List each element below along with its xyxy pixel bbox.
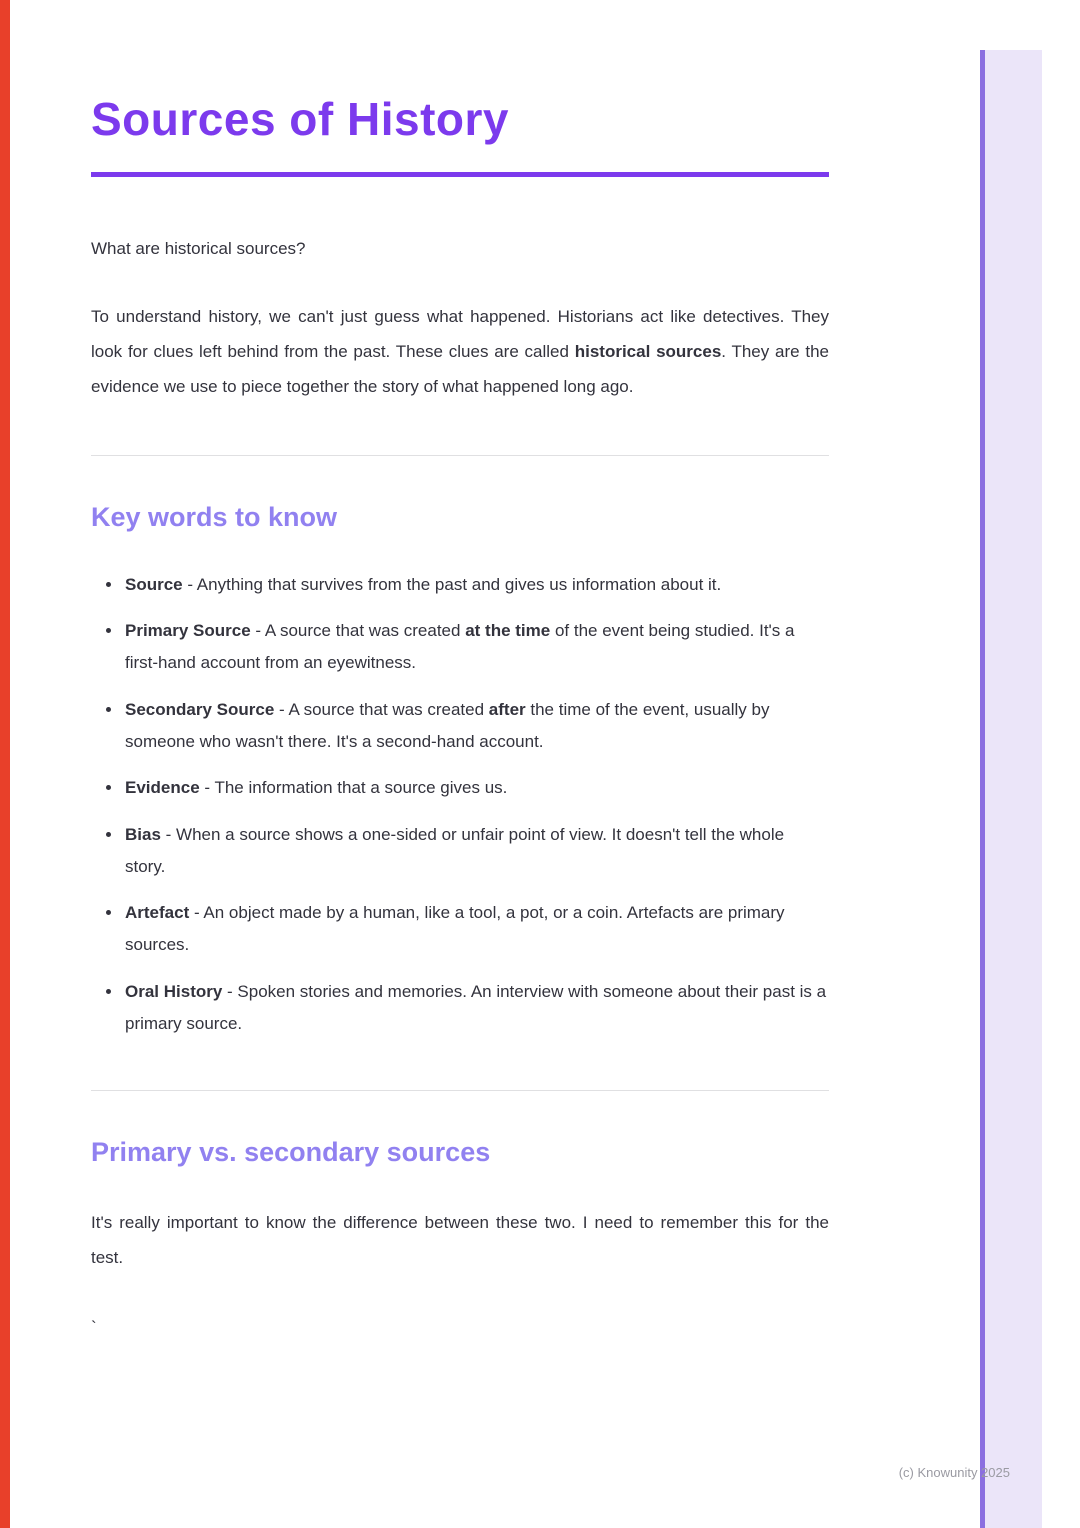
- stray-backtick: `: [91, 1317, 97, 1337]
- section-divider: [91, 455, 829, 456]
- intro-question: What are historical sources?: [91, 239, 306, 258]
- keyword-item: • Secondary Source - A source that was created after the time of the event, usually by someone who wasn't there. It's a second-hand account.: [123, 694, 829, 759]
- left-edge-stripe: [0, 0, 10, 1528]
- keywords-heading: Key words to know: [91, 501, 338, 532]
- intro-paragraph: To understand history, we can't just guess what happened. Historians act like detectives. They look for clues left behind from the past. These clues are called historical sources. They are the evidence we use to piece together the story of what happened long ago.: [91, 307, 829, 396]
- right-margin-panel-line: [980, 50, 985, 1528]
- keyword-item: • Primary Source - A source that was created at the time of the event being studied. It's a first-hand account from an eyewitness.: [123, 615, 829, 680]
- keyword-item: • Artefact - An object made by a human, like a tool, a pot, or a coin. Artefacts are primary sources.: [123, 897, 829, 962]
- keyword-list: [91, 569, 829, 1041]
- keyword-item: • Bias - When a source shows a one-sided or unfair point of view. It doesn't tell the whole story.: [123, 819, 829, 884]
- page-title: Sources of History: [91, 93, 509, 145]
- keyword-item: • Evidence - The information that a source gives us.: [123, 772, 829, 804]
- document-content: [91, 0, 829, 1338]
- right-margin-panel: [980, 50, 1042, 1528]
- comparison-paragraph: It's really important to know the difference between these two. I need to remember this for the test.: [91, 1213, 829, 1268]
- footer-credit: (c) Knowunity 2025: [898, 1465, 1010, 1480]
- title-underline-rule: [91, 172, 829, 177]
- comparison-heading: Primary vs. secondary sources: [91, 1137, 491, 1168]
- section-divider: [91, 1090, 829, 1091]
- keyword-item: • Oral History - Spoken stories and memories. An interview with someone about their past is a primary source.: [123, 976, 829, 1041]
- keyword-item: • Source - Anything that survives from the past and gives us information about it.: [123, 569, 829, 601]
